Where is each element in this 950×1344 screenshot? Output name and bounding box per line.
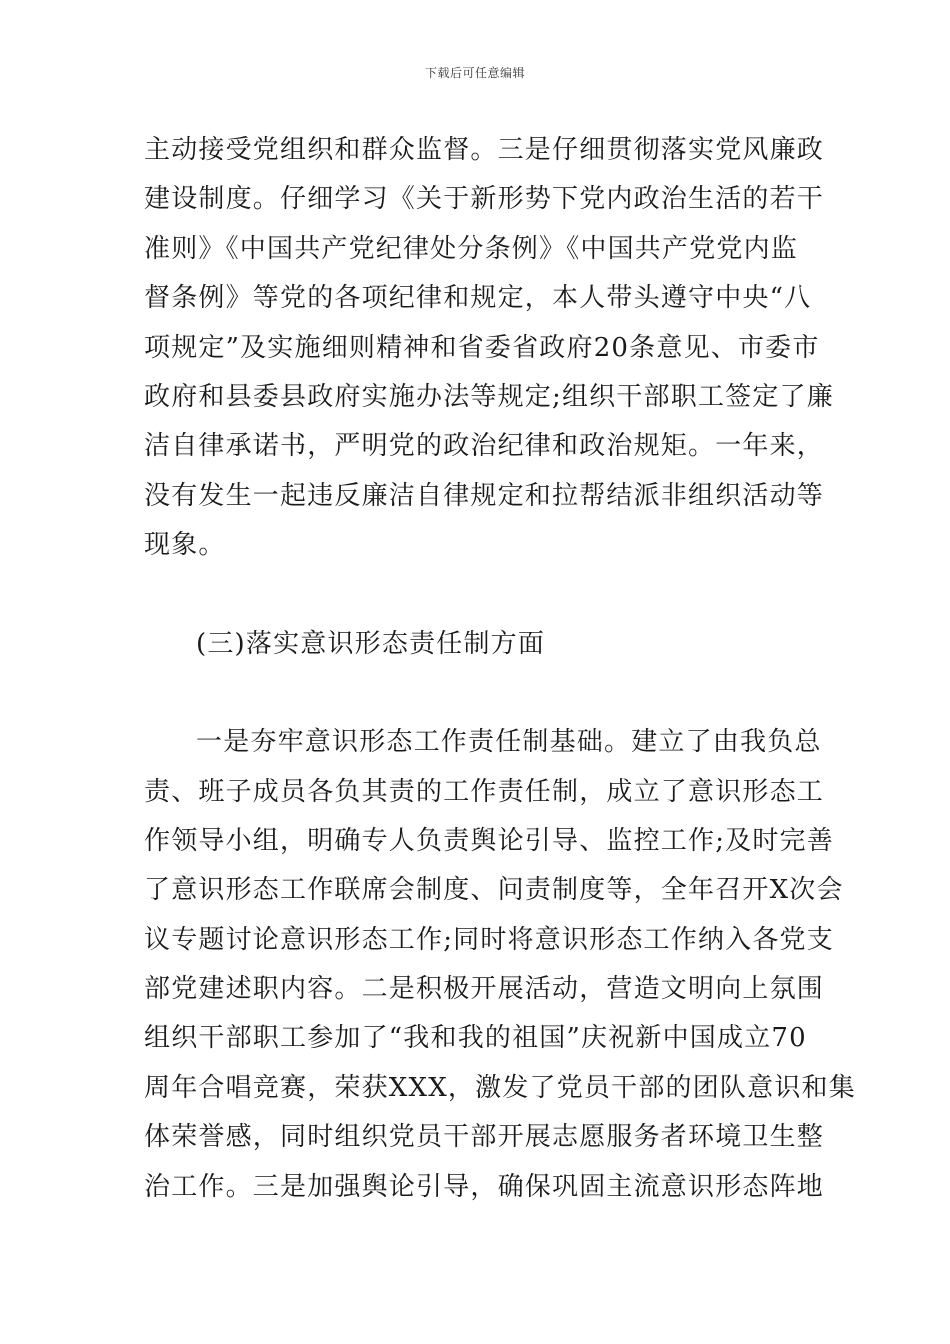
paragraph-1-line: 洁自律承诺书，严明党的政治纪律和政治规矩。一年来， xyxy=(144,431,825,461)
paragraph-1-line: 政府和县委县政府实施办法等规定;组织干部职工签定了廉 xyxy=(144,382,834,412)
paragraph-1-line: 没有发生一起违反廉洁自律规定和拉帮结派非组织活动等 xyxy=(144,481,825,511)
paragraph-1-line: 督条例》等党的各项纪律和规定，本人带头遵守中央“八 xyxy=(144,283,812,313)
paragraph-2-line: 一是夯牢意识形态工作责任制基础。建立了由我负总 xyxy=(196,727,822,757)
paragraph-2-line: 部党建述职内容。二是积极开展活动，营造文明向上氛围 xyxy=(144,974,825,1004)
paragraph-1-line: 现象。 xyxy=(144,530,226,560)
paragraph-1-line: 项规定”及实施细则精神和省委省政府20条意见、市委市 xyxy=(144,333,820,363)
paragraph-1-line: 主动接受党组织和群众监督。三是仔细贯彻落实党风廉政 xyxy=(144,135,825,165)
paragraph-2-line: 了意识形态工作联席会制度、问责制度等，全年召开X次会 xyxy=(144,875,844,905)
paragraph-2-line: 作领导小组，明确专人负责舆论引导、监控工作;及时完善 xyxy=(144,826,834,856)
paragraph-2-line: 周年合唱竞赛，荣获XXX，激发了党员干部的团队意识和集 xyxy=(144,1073,856,1103)
paragraph-2-line: 体荣誉感，同时组织党员干部开展志愿服务者环境卫生整 xyxy=(144,1122,825,1152)
paragraph-2-line: 治工作。三是加强舆论引导，确保巩固主流意识形态阵地 xyxy=(144,1172,825,1202)
paragraph-2-line: 责、班子成员各负其责的工作责任制，成立了意识形态工 xyxy=(144,777,825,807)
paragraph-1-line: 建设制度。仔细学习《关于新形势下党内政治生活的若干 xyxy=(144,184,825,214)
paragraph-2-line: 议专题讨论意识形态工作;同时将意识形态工作纳入各党支 xyxy=(144,925,834,955)
page-header: 下载后可任意编辑 xyxy=(424,66,525,80)
paragraph-2-line: 组织干部职工参加了“我和我的祖国”庆祝新中国成立70 xyxy=(144,1023,807,1053)
section-heading: (三)落实意识形态责任制方面 xyxy=(196,629,546,659)
paragraph-1-line: 准则》《中国共产党纪律处分条例》《中国共产党党内监 xyxy=(144,234,799,264)
